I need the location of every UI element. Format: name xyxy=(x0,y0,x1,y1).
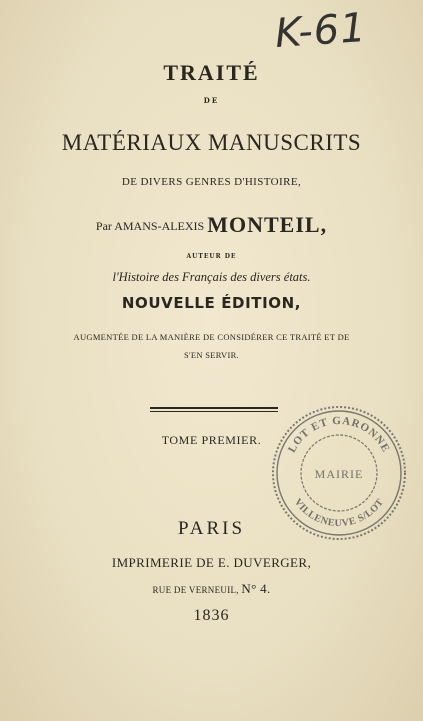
title: TRAITÉ xyxy=(163,60,260,85)
augmented-line-2: S'EN SERVIR. xyxy=(184,350,239,360)
stamp-center: MAIRIE xyxy=(314,467,364,481)
divider-thin xyxy=(150,411,278,412)
city: PARIS xyxy=(177,518,246,539)
history-work: l'Histoire des Français des divers états. xyxy=(112,270,311,284)
author-line xyxy=(0,212,423,238)
printer: IMPRIMERIE DE E. DUVERGER, xyxy=(111,555,312,570)
handwritten-shelfmark: K-61 xyxy=(273,4,369,58)
year: 1836 xyxy=(193,607,230,624)
stamp-bottom-text: VILLENEUVE S/LOT xyxy=(291,496,387,530)
divider-thick xyxy=(150,407,278,409)
stamp-top-text: LOT ET GARONNE xyxy=(286,414,392,455)
street-line xyxy=(0,581,423,597)
author-name: MONTEIL, xyxy=(207,212,328,237)
subtitle: DE DIVERS GENRES D'HISTOIRE, xyxy=(121,176,302,188)
mairie-stamp xyxy=(268,402,410,544)
main-title: MATÉRIAUX MANUSCRITS xyxy=(61,130,362,155)
author-prefix: Par AMANS-ALEXIS xyxy=(95,219,205,233)
auteur-de: AUTEUR DE xyxy=(186,253,237,260)
tome: TOME PREMIER. xyxy=(161,433,262,447)
connector-de: DE xyxy=(203,96,220,105)
augmented-line-1: AUGMENTÉE DE LA MANIÈRE DE CONSIDÉRER CE TRAITÉ ET DE xyxy=(73,332,350,342)
street: RUE DE VERNEUIL, xyxy=(152,585,239,595)
street-number: N° 4. xyxy=(241,581,271,596)
edition: NOUVELLE ÉDITION, xyxy=(121,294,302,312)
